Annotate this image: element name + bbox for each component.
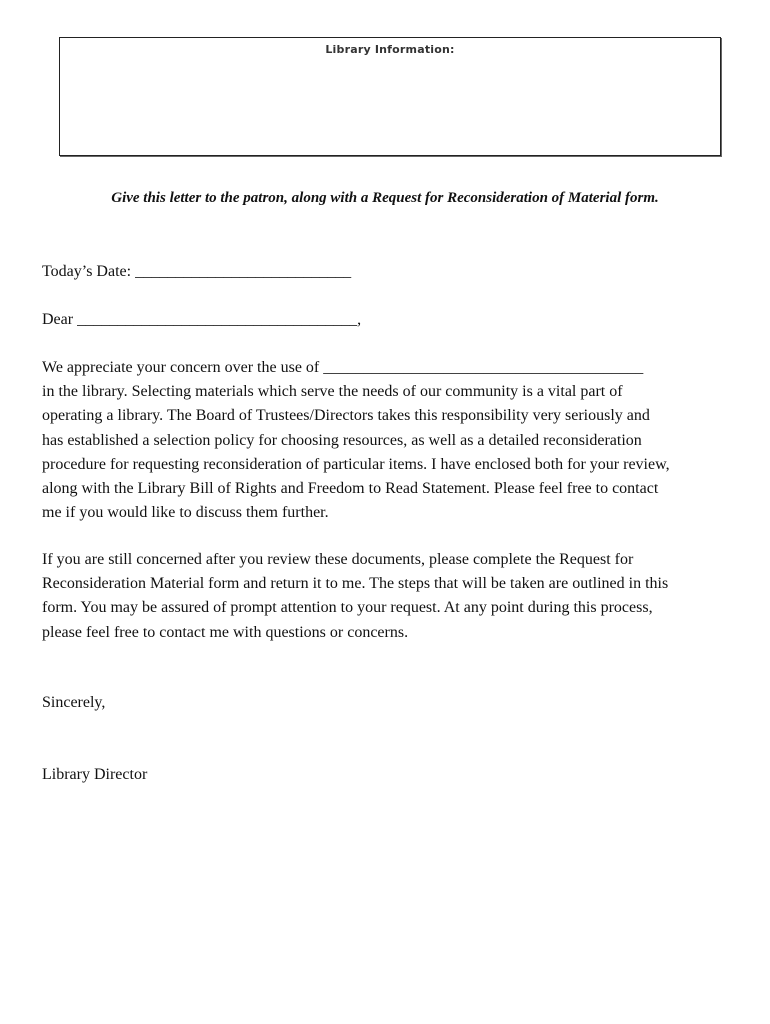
- paragraph-line: me if you would like to discuss them further.: [42, 504, 329, 522]
- instruction-text: Give this letter to the patron, along with a Request for Reconsideration of Material form.: [111, 190, 659, 206]
- signature-title: Library Director: [42, 766, 148, 783]
- library-information-label: Library Information:: [325, 43, 455, 56]
- paragraph-line: has established a selection policy for choosing resources, as well as a detailed reconsideration: [42, 431, 642, 449]
- todays-date-line: Today’s Date: ___________________________: [42, 263, 352, 280]
- paragraph-line: operating a library. The Board of Trustees/Directors takes this responsibility very seriously and: [42, 407, 650, 425]
- salutation-line: Dear ___________________________________,: [42, 311, 362, 328]
- paragraph-line: please feel free to contact me with questions or concerns.: [42, 623, 409, 641]
- paragraph-line: If you are still concerned after you review these documents, please complete the Request for: [42, 551, 634, 568]
- body-paragraph-1: [42, 356, 742, 525]
- paragraph-line: We appreciate your concern over the use of ________________________________________: [42, 359, 644, 376]
- paragraph-line: Reconsideration Material form and return it to me. The steps that will be taken are outlined in this: [42, 575, 669, 593]
- paragraph-line: in the library. Selecting materials which serve the needs of our community is a vital part of: [42, 383, 623, 401]
- paragraph-line: along with the Library Bill of Rights and Freedom to Read Statement. Please feel free to contact: [42, 480, 659, 498]
- paragraph-line: form. You may be assured of prompt attention to your request. At any point during this process,: [42, 599, 653, 617]
- body-paragraph-2: [42, 548, 742, 645]
- paragraph-line: procedure for requesting reconsideration of particular items. I have enclosed both for your review,: [42, 455, 670, 473]
- library-information-box: [59, 37, 721, 156]
- closing-text: Sincerely,: [42, 694, 106, 711]
